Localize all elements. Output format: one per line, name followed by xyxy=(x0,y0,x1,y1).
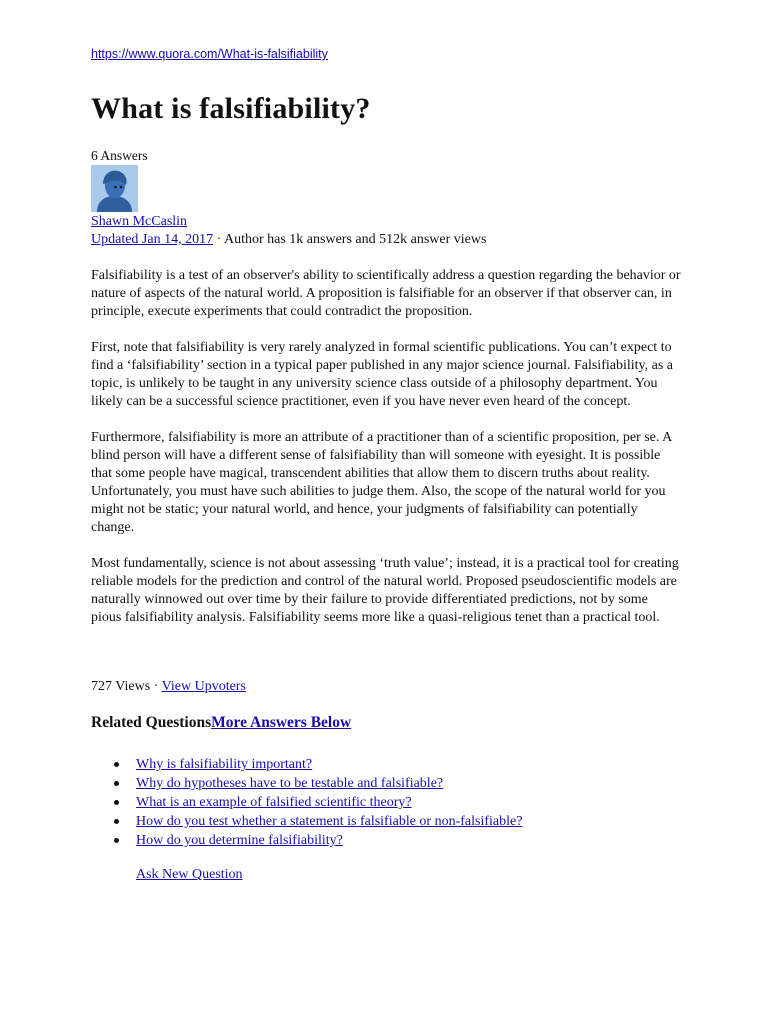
meta-separator: · xyxy=(213,232,224,247)
bullet-icon xyxy=(114,781,119,786)
author-name-link[interactable]: Shawn McCaslin xyxy=(91,214,188,229)
list-item xyxy=(111,831,522,850)
bullet-icon xyxy=(114,838,119,843)
list-item xyxy=(111,812,522,831)
bullet-icon xyxy=(114,800,119,805)
answer-body xyxy=(91,267,681,645)
related-questions-header xyxy=(91,714,351,732)
related-question-link[interactable]: What is an example of falsified scientific theory? xyxy=(136,795,412,810)
more-answers-link[interactable]: More Answers Below xyxy=(211,714,352,731)
source-url-link[interactable]: https://www.quora.com/What-is-falsifiability xyxy=(91,47,328,61)
user-avatar-icon xyxy=(91,165,138,212)
bullet-icon xyxy=(114,819,119,824)
answer-paragraph: Most fundamentally, science is not about assessing ‘truth value’; instead, it is a practical tool for creating reliable models for the prediction and control of the natural world. Proposed pseudoscientific models are naturally winnowed out over time by their failure to provide differentiated predictions, not by some pious falsifiability analysis. Falsifiability seems more like a quasi-religious tenet than a practical tool. xyxy=(91,556,679,625)
answer-meta xyxy=(91,232,486,248)
answer-stats xyxy=(91,679,246,695)
question-title: What is falsifiability? xyxy=(91,92,371,125)
related-questions-list xyxy=(111,755,522,850)
answer-paragraph: Falsifiability is a test of an observer's ability to scientifically address a question regarding the behavior or nature of aspects of the natural world. A proposition is falsifiable for an observer if that observer can, in principle, execute experiments that could contradict the proposition. xyxy=(91,268,681,319)
list-item xyxy=(111,755,522,774)
related-question-link[interactable]: How do you determine falsifiability? xyxy=(136,833,343,848)
answer-paragraph: First, note that falsifiability is very rarely analyzed in formal scientific publications. You can’t expect to find a ‘falsifiability’ section in a typical paper published in any major science journal. Falsifiability, as a topic, is unlikely to be taught in any university science class outside of a philosophy department. You likely can be a successful science practitioner, even if you have never even heard of the concept. xyxy=(91,340,673,409)
answers-count: 6 Answers xyxy=(91,148,148,163)
related-questions-heading: Related Questions xyxy=(91,714,212,731)
author-stats: Author has 1k answers and 512k answer views xyxy=(223,232,487,247)
view-upvoters-link[interactable]: View Upvoters xyxy=(161,679,246,694)
answer-paragraph: Furthermore, falsifiability is more an attribute of a practitioner than of a scientific proposition, per se. A blind person will have a different sense of falsifiability than will someone with eyesight. It is possible that some people have magical, transcendent abilities that allow them to discern truths about reality. Unfortunately, you must have such abilities to judge them. Also, the scope of the natural world for you might not be static; your natural world, and hence, your judgments of falsifiability can potentially change. xyxy=(91,430,672,535)
bullet-icon xyxy=(114,762,119,767)
related-question-link[interactable]: Why is falsifiability important? xyxy=(136,757,313,772)
ask-new-question-link[interactable]: Ask New Question xyxy=(136,867,243,882)
author-avatar[interactable] xyxy=(91,165,138,212)
list-item xyxy=(111,774,522,793)
updated-date-link[interactable]: Updated Jan 14, 2017 xyxy=(91,232,214,247)
stats-separator: · xyxy=(150,679,162,694)
views-count: 727 Views xyxy=(91,679,151,694)
related-question-link[interactable]: How do you test whether a statement is falsifiable or non-falsifiable? xyxy=(136,814,523,829)
related-question-link[interactable]: Why do hypotheses have to be testable and falsifiable? xyxy=(136,776,444,791)
list-item xyxy=(111,793,522,812)
